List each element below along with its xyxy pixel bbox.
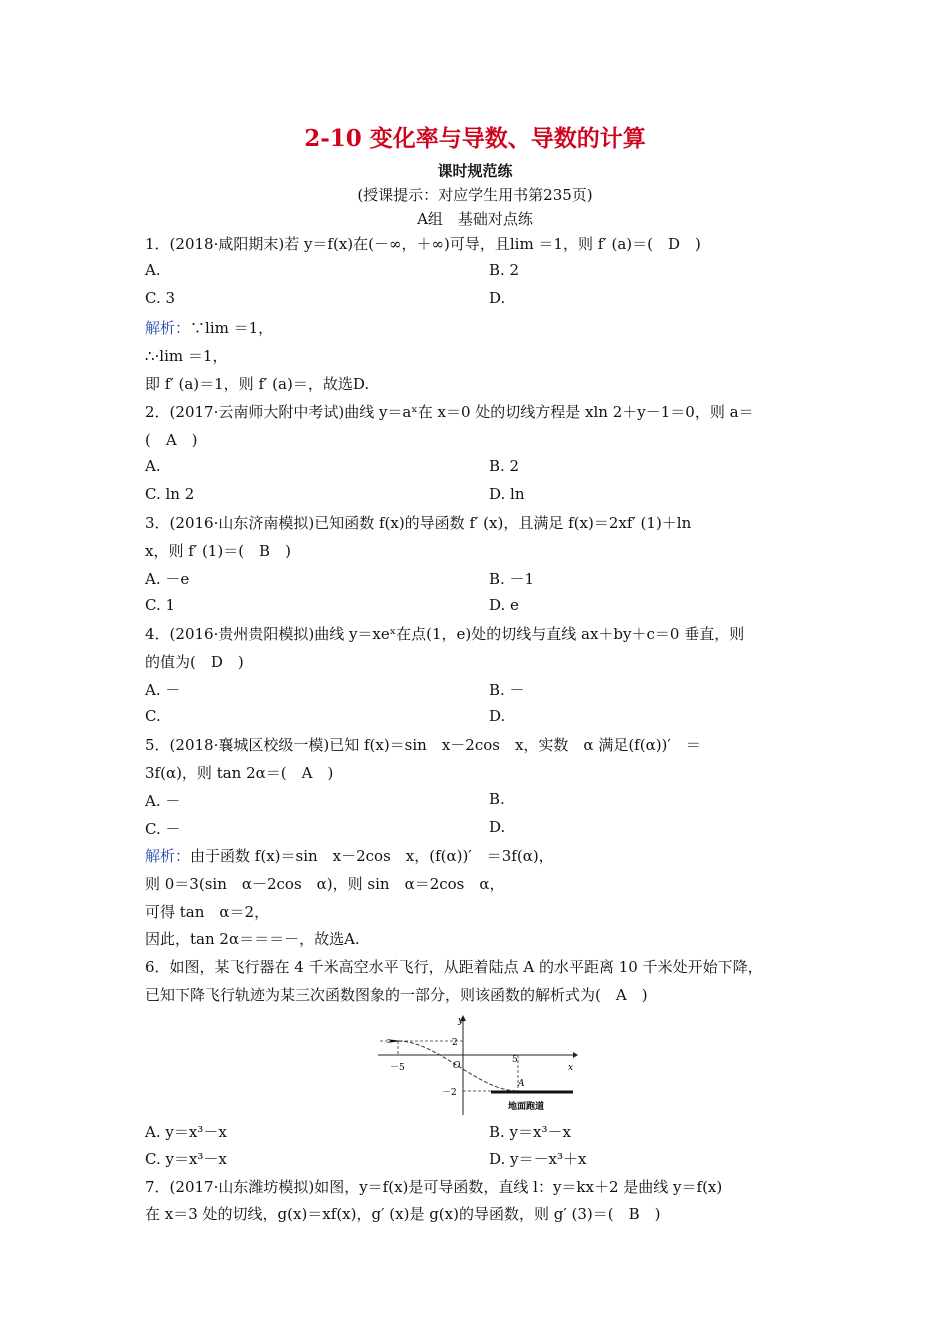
tick-label-5: 5 [512, 1055, 518, 1065]
q1-solution-line-2: ∴·lim ＝1， [145, 347, 228, 365]
x-axis-label: x [568, 1063, 574, 1073]
q6-option-b: B. y＝x³－x [489, 1123, 571, 1141]
group-heading: A组 基础对点练 [417, 210, 533, 228]
q3-stem: 3．(2016·山东济南模拟)已知函数 f(x)的导函数 f′ (x)，且满足 f(x)＝2xf′ (1)＋ln [145, 514, 692, 532]
q3-stem-2: x，则 f′ (1)＝( B ) [145, 542, 291, 560]
q3-option-d: D. e [489, 596, 519, 614]
tick-label-neg5: －5 [390, 1063, 405, 1073]
q4-option-d: D. [489, 707, 506, 725]
q4-stem-2: 的值为( D ) [145, 653, 244, 671]
x-axis-arrow-icon [573, 1052, 578, 1058]
q5-option-b: B. [489, 790, 505, 808]
q2-stem: 2．(2017·云南师大附中考试)曲线 y＝aˣ在 x＝0 处的切线方程是 xln 2＋y－1＝0，则 a＝ [145, 403, 754, 421]
q4-stem: 4．(2016·贵州贵阳模拟)曲线 y＝xeˣ在点(1，e)处的切线与直线 ax＋by＋c＝0 垂直，则 [145, 625, 745, 643]
flight-path-figure [378, 1015, 578, 1115]
tick-label-neg2: －2 [442, 1088, 457, 1098]
point-a-label: A [518, 1079, 525, 1089]
q4-option-c: C. [145, 707, 161, 725]
q5-solution-text: 由于函数 f(x)＝sin x－2cos x，(f(α))′ ＝3f(α)， [190, 847, 554, 865]
q1-option-b: B. 2 [489, 261, 520, 279]
q2-option-a: A. [145, 457, 161, 475]
tick-label-2: 2 [452, 1038, 458, 1048]
q5-solution-line-4: 因此，tan 2α＝＝＝－，故选A. [145, 930, 360, 948]
q2-answer: ( A ) [145, 431, 198, 449]
q1-option-a: A. [145, 261, 161, 279]
q5-stem-2: 3f(α)，则 tan 2α＝( A ) [145, 764, 334, 782]
q1-option-c: C. 3 [145, 289, 176, 307]
q5-option-c: C. － [145, 820, 181, 838]
q4-option-b: B. － [489, 681, 525, 699]
q5-solution-line-2: 则 0＝3(sin α－2cos α)，则 sin α＝2cos α， [145, 875, 505, 893]
page-title: 2-10 变化率与导数、导数的计算 [304, 125, 646, 152]
q1-option-d: D. [489, 289, 506, 307]
q3-option-a: A. －e [145, 570, 190, 588]
q3-option-b: B. －1 [489, 570, 535, 588]
origin-label: O [453, 1061, 461, 1071]
q1-solution-line [145, 317, 273, 338]
solution-label: 解析： [145, 319, 191, 337]
runway-label: 地面跑道 [508, 1102, 545, 1112]
y-axis-label: y [458, 1016, 464, 1026]
q1-solution-line-3: 即 f′ (a)＝1，则 f′ (a)＝，故选D. [145, 375, 370, 393]
q6-option-c: C. y＝x³－x [145, 1150, 227, 1168]
q3-option-c: C. 1 [145, 596, 176, 614]
q6-option-a: A. y＝x³－x [145, 1123, 227, 1141]
q7-stem: 7．(2017·山东潍坊模拟)如图，y＝f(x)是可导函数，直线 l：y＝kx＋2 是曲线 y＝f(x) [145, 1178, 723, 1196]
q5-option-d: D. [489, 818, 506, 836]
solution-label: 解析： [145, 847, 191, 865]
q1-solution-text: ∵lim ＝1， [190, 319, 274, 337]
section-subtitle: 课时规范练 [437, 162, 513, 180]
aircraft-icon [386, 1039, 402, 1043]
q4-option-a: A. － [145, 681, 181, 699]
q2-option-d: D. ln [489, 485, 525, 503]
q2-option-c: C. ln 2 [145, 485, 195, 503]
q5-option-a: A. － [145, 792, 181, 810]
q5-stem: 5．(2018·襄城区校级一模)已知 f(x)＝sin x－2cos x，实数 α 满足(f(α))′ ＝ [145, 736, 701, 754]
q2-option-b: B. 2 [489, 457, 520, 475]
q1-stem: 1．(2018·咸阳期末)若 y＝f(x)在(－∞，＋∞)可导，且lim ＝1，则 f′ (a)＝( D ) [145, 235, 701, 253]
q5-solution-line [145, 845, 554, 866]
q6-stem-2: 已知下降飞行轨迹为某三次函数图象的一部分，则该函数的解析式为( A ) [145, 986, 648, 1004]
q6-stem: 6．如图，某飞行器在 4 千米高空水平飞行，从距着陆点 A 的水平距离 10 千米处开始下降， [145, 958, 763, 976]
q7-stem-2: 在 x＝3 处的切线，g(x)＝xf(x)，g′ (x)是 g(x)的导函数，则 g′ (3)＝( B ) [145, 1205, 661, 1223]
q5-solution-line-3: 可得 tan α＝2， [145, 903, 270, 921]
q6-option-d: D. y＝－x³＋x [489, 1150, 587, 1168]
hint-line: (授课提示：对应学生用书第235页) [357, 186, 593, 204]
